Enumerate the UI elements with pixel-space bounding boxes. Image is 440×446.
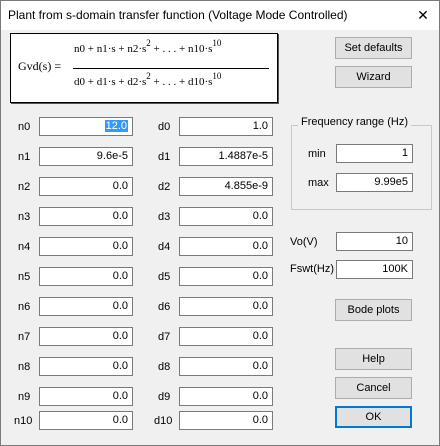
d8-input[interactable]: 0.0 — [179, 357, 273, 376]
cancel-button[interactable]: Cancel — [335, 377, 412, 399]
help-button[interactable]: Help — [335, 348, 412, 370]
n5-input[interactable]: 0.0 — [39, 267, 133, 286]
d8-label: d8 — [158, 361, 171, 373]
bode-plots-button[interactable]: Bode plots — [335, 299, 412, 321]
d7-label: d7 — [158, 331, 171, 343]
n6-label: n6 — [18, 301, 31, 313]
n1-label: n1 — [18, 151, 31, 163]
formula-denominator: $d0 + d1\cdot s + d2\cdot s^2$ + . . . + $d10\cdot s^{10}$ — [74, 71, 222, 88]
vo-label: Vo(V) — [290, 236, 318, 248]
n1-input[interactable]: 9.6e-5 — [39, 147, 133, 166]
n8-label: n8 — [18, 361, 31, 373]
n7-label: n7 — [18, 331, 31, 343]
d10-input[interactable]: 0.0 — [179, 411, 273, 430]
set-defaults-button[interactable]: Set defaults — [335, 37, 412, 59]
formula-lhs: Gvd(s) = — [18, 59, 62, 73]
d1-label: d1 — [158, 151, 171, 163]
wizard-button[interactable]: Wizard — [335, 66, 412, 88]
fraction-bar — [73, 68, 269, 69]
max-freq-input[interactable]: 9.99e5 — [336, 173, 413, 192]
n3-label: n3 — [18, 211, 31, 223]
d2-label: d2 — [158, 181, 171, 193]
window-title: Plant from s-domain transfer function (Voltage Mode Controlled) — [8, 8, 348, 22]
d5-input[interactable]: 0.0 — [179, 267, 273, 286]
fswt-input[interactable]: 100K — [336, 260, 413, 279]
fswt-label: Fswt(Hz) — [290, 263, 334, 275]
n7-input[interactable]: 0.0 — [39, 327, 133, 346]
close-icon[interactable]: ✕ — [417, 7, 429, 23]
d6-input[interactable]: 0.0 — [179, 297, 273, 316]
d0-label: d0 — [158, 121, 171, 133]
n10-input[interactable]: 0.0 — [39, 411, 133, 430]
frequency-range-group — [291, 125, 432, 210]
n5-label: n5 — [18, 271, 31, 283]
n0-label: n0 — [18, 121, 31, 133]
frequency-range-title: Frequency range (Hz) — [298, 116, 411, 128]
d6-label: d6 — [158, 301, 171, 313]
d9-label: d9 — [158, 391, 171, 403]
min-freq-input[interactable]: 1 — [336, 144, 413, 163]
title-bar — [1, 1, 439, 30]
d4-label: d4 — [158, 241, 171, 253]
min-freq-label: min — [308, 148, 326, 160]
n2-input[interactable]: 0.0 — [39, 177, 133, 196]
n8-input[interactable]: 0.0 — [39, 357, 133, 376]
d10-label: d10 — [154, 415, 173, 427]
n10-label: n10 — [14, 415, 33, 427]
d4-input[interactable]: 0.0 — [179, 237, 273, 256]
d2-input[interactable]: 4.855e-9 — [179, 177, 273, 196]
ok-button[interactable]: OK — [335, 406, 412, 428]
n0-input[interactable]: 12.0 — [39, 117, 133, 136]
max-freq-label: max — [308, 177, 329, 189]
d5-label: d5 — [158, 271, 171, 283]
d9-input[interactable]: 0.0 — [179, 387, 273, 406]
vo-input[interactable]: 10 — [336, 232, 413, 251]
n9-input[interactable]: 0.0 — [39, 387, 133, 406]
n9-label: n9 — [18, 391, 31, 403]
n4-label: n4 — [18, 241, 31, 253]
d1-input[interactable]: 1.4887e-5 — [179, 147, 273, 166]
n4-input[interactable]: 0.0 — [39, 237, 133, 256]
n6-input[interactable]: 0.0 — [39, 297, 133, 316]
d0-input[interactable]: 1.0 — [179, 117, 273, 136]
n3-input[interactable]: 0.0 — [39, 207, 133, 226]
d3-input[interactable]: 0.0 — [179, 207, 273, 226]
d3-label: d3 — [158, 211, 171, 223]
d7-input[interactable]: 0.0 — [179, 327, 273, 346]
transfer-function-formula — [10, 33, 278, 103]
formula-numerator: $n0 + n1\cdot s + n2\cdot s^2$ + . . . + $n10\cdot s^{10}$ — [74, 38, 222, 55]
n2-label: n2 — [18, 181, 31, 193]
